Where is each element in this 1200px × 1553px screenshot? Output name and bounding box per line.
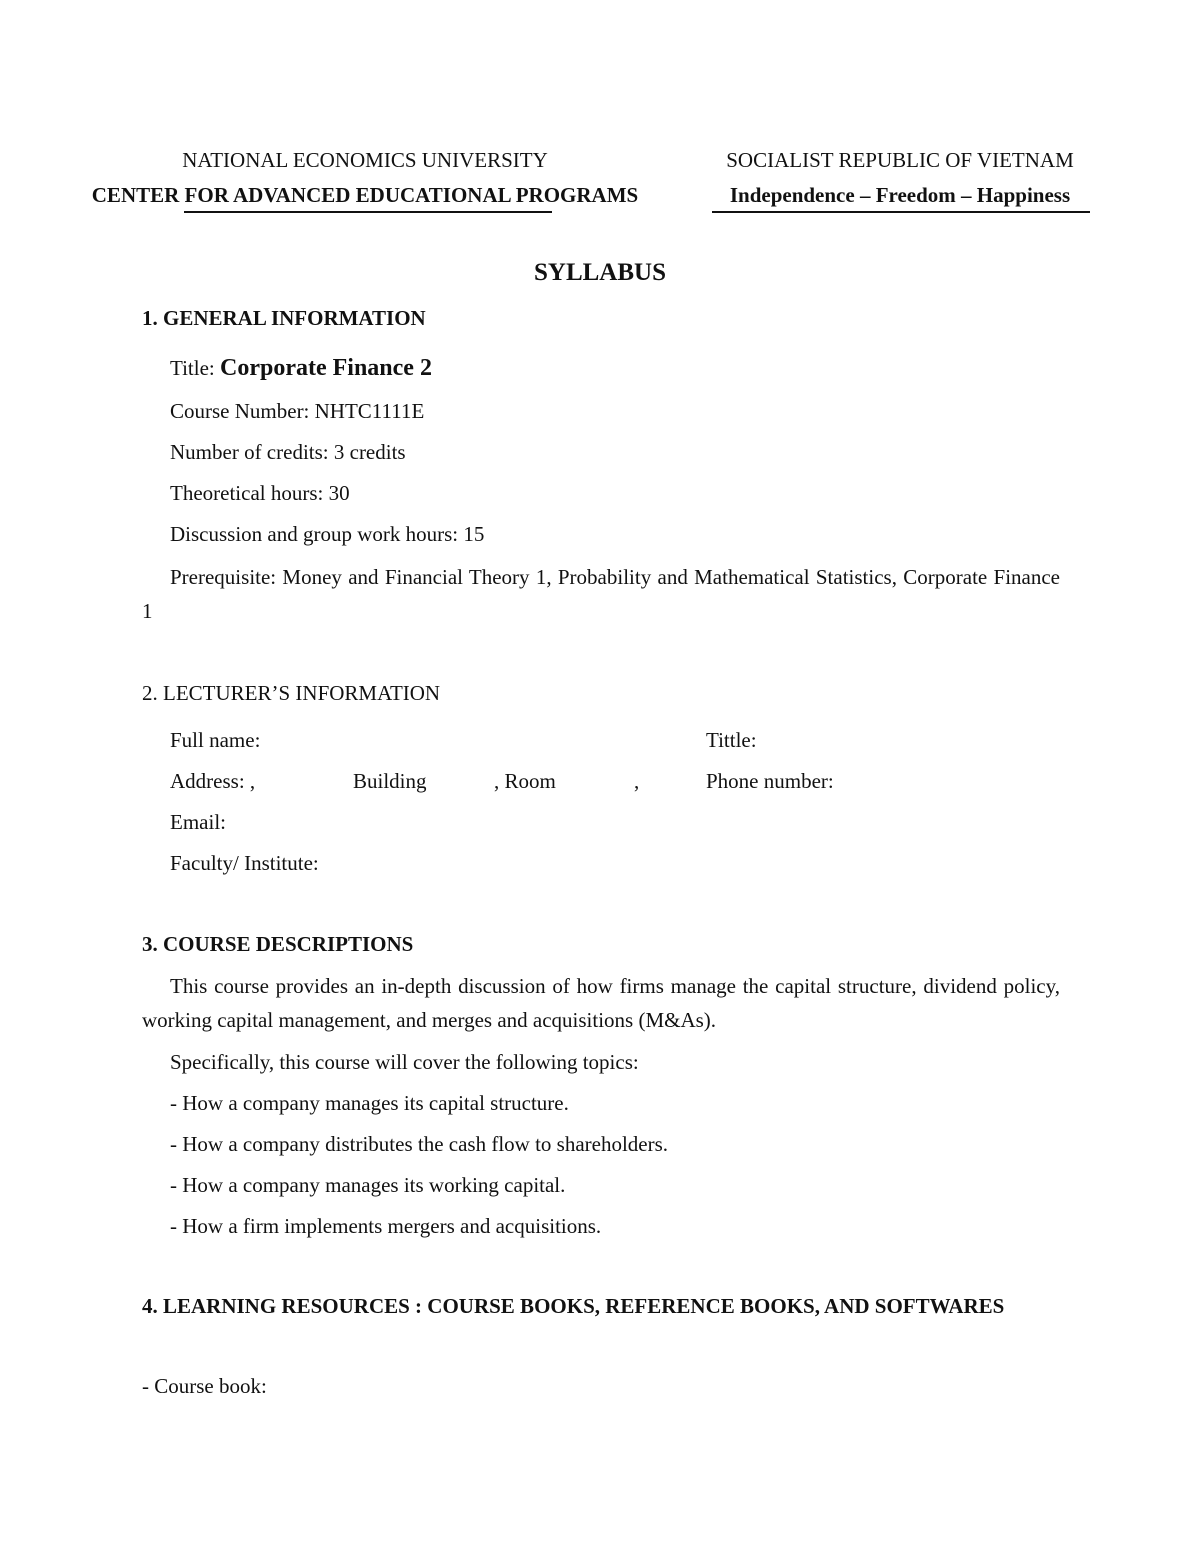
lecturer-faculty: Faculty/ Institute: (170, 851, 319, 875)
section-4-heading: 4. LEARNING RESOURCES : COURSE BOOKS, REFERENCE BOOKS, AND SOFTWARES (142, 1294, 1005, 1318)
credits: Number of credits: 3 credits (170, 440, 406, 464)
center-name: CENTER FOR ADVANCED EDUCATIONAL PROGRAMS (91, 183, 639, 207)
country-name: SOCIALIST REPUBLIC OF VIETNAM (726, 148, 1074, 172)
lecturer-room: , Room (494, 769, 556, 793)
lecturer-title: Tittle: (706, 728, 757, 752)
theoretical-hours: Theoretical hours: 30 (170, 481, 350, 505)
lecturer-email: Email: (170, 810, 226, 834)
university-name: NATIONAL ECONOMICS UNIVERSITY (182, 148, 548, 172)
lecturer-address: Address: , (170, 769, 256, 793)
header-left-underline (184, 211, 552, 213)
course-number: Course Number: NHTC1111E (170, 399, 425, 423)
topic-item: - How a company manages its capital structure. (170, 1091, 569, 1115)
topic-item: - How a company distributes the cash flow to shareholders. (170, 1132, 669, 1156)
course-description: This course provides an in-depth discussion of how firms manage the capital structure, dividend policy, working capital management, and merges and acquisitions (M&As). (142, 974, 1060, 1032)
course-title-label: Title: (170, 356, 220, 380)
course-book-label: - Course book: (142, 1374, 267, 1398)
section-3-heading: 3. COURSE DESCRIPTIONS (142, 932, 414, 956)
address-comma: , (634, 769, 640, 793)
discussion-hours: Discussion and group work hours: 15 (170, 522, 485, 546)
section-1-heading: 1. GENERAL INFORMATION (142, 306, 426, 330)
header-right-underline (712, 211, 1090, 213)
national-motto: Independence – Freedom – Happiness (729, 183, 1071, 207)
topic-item: - How a company manages its working capital. (170, 1173, 566, 1197)
topic-item: - How a firm implements mergers and acquisitions. (170, 1214, 602, 1238)
lecturer-phone: Phone number: (706, 769, 834, 793)
course-title-line (170, 354, 432, 382)
topics-intro: Specifically, this course will cover the following topics: (170, 1050, 639, 1074)
lecturer-building: Building (353, 769, 427, 793)
prerequisite: Prerequisite: Money and Financial Theory 1, Probability and Mathematical Statistics, Corporate Finance 1 (142, 565, 1060, 623)
document-title: SYLLABUS (534, 259, 666, 286)
section-2-heading: 2. LECTURER’S INFORMATION (142, 681, 441, 705)
lecturer-full-name: Full name: (170, 728, 261, 752)
course-title-value: Corporate Finance 2 (220, 355, 432, 381)
